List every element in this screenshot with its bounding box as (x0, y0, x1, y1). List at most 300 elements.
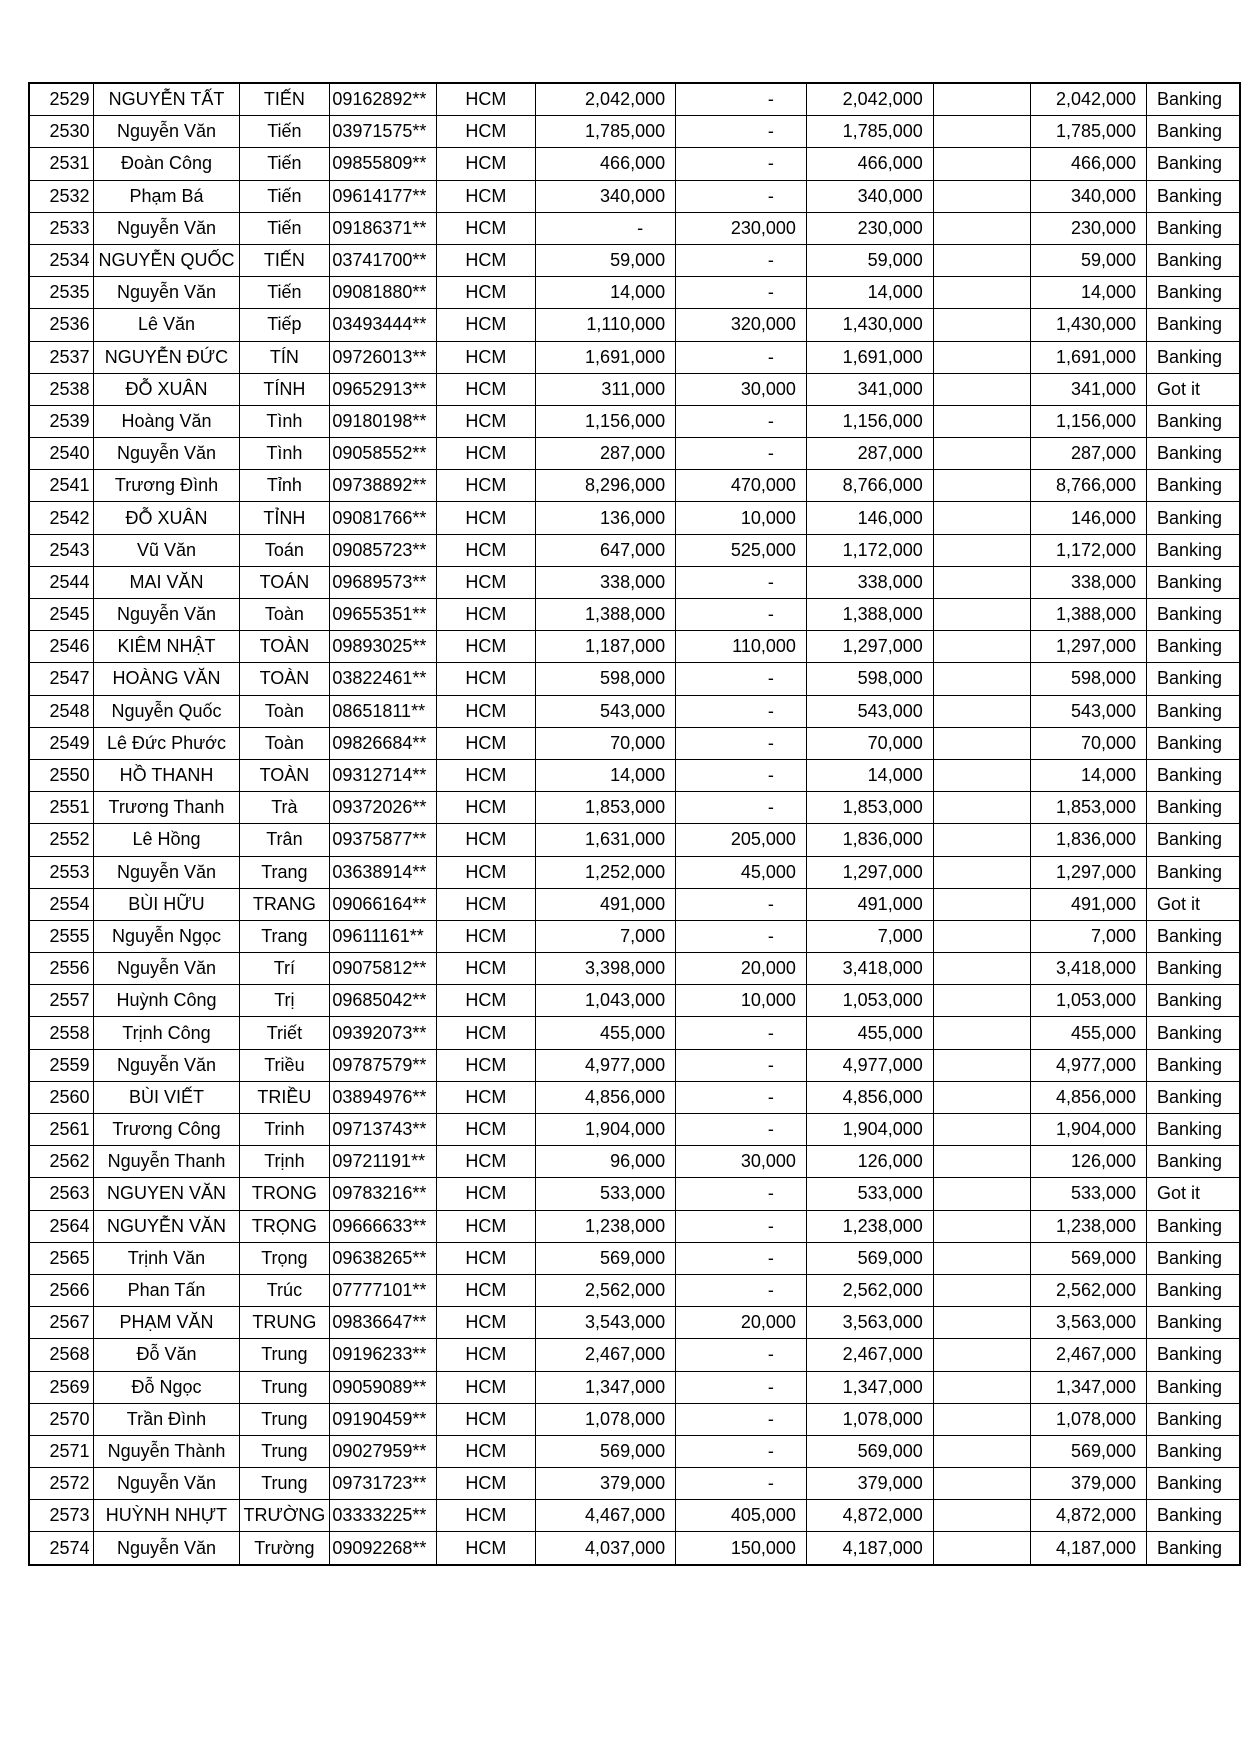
amount-2-cell: - (676, 180, 807, 212)
amount-paid-cell: 3,563,000 (1031, 1307, 1147, 1339)
blank-cell-cell (933, 244, 1031, 276)
given-name-cell: TRƯỜNG (239, 1500, 330, 1532)
given-name-cell: TOÀN (239, 663, 330, 695)
phone-masked-cell: 09196233** (330, 1339, 437, 1371)
phone-masked-cell: 09666633** (330, 1210, 437, 1242)
amount-paid-cell: 70,000 (1031, 727, 1147, 759)
payment-method-cell: Got it (1147, 888, 1240, 920)
city-cell: HCM (437, 663, 535, 695)
amount-paid-cell: 491,000 (1031, 888, 1147, 920)
amount-2-cell: - (676, 244, 807, 276)
table-row (29, 1435, 1240, 1467)
amount-1-cell: 59,000 (535, 244, 676, 276)
amount-paid-cell: 543,000 (1031, 695, 1147, 727)
payment-method-cell: Banking (1147, 953, 1240, 985)
row-number-cell: 2531 (29, 148, 94, 180)
blank-cell-cell (933, 1114, 1031, 1146)
last-middle-name-cell: NGUYỄN TẤT (94, 83, 239, 116)
amount-1-cell: 1,691,000 (535, 341, 676, 373)
city-cell: HCM (437, 1178, 535, 1210)
payment-method-cell: Banking (1147, 1017, 1240, 1049)
city-cell: HCM (437, 1532, 535, 1565)
table-row (29, 180, 1240, 212)
payment-method-cell: Banking (1147, 824, 1240, 856)
given-name-cell: Trinh (239, 1114, 330, 1146)
blank-cell-cell (933, 1242, 1031, 1274)
amount-1-cell: 1,853,000 (535, 792, 676, 824)
amount-paid-cell: 1,388,000 (1031, 599, 1147, 631)
row-number-cell: 2553 (29, 856, 94, 888)
table-row (29, 1532, 1240, 1565)
city-cell: HCM (437, 1146, 535, 1178)
payment-method-cell: Banking (1147, 180, 1240, 212)
city-cell: HCM (437, 1114, 535, 1146)
city-cell: HCM (437, 244, 535, 276)
payment-method-cell: Banking (1147, 759, 1240, 791)
row-number-cell: 2565 (29, 1242, 94, 1274)
amount-2-cell: 10,000 (676, 502, 807, 534)
amount-paid-cell: 8,766,000 (1031, 470, 1147, 502)
amount-paid-cell: 4,187,000 (1031, 1532, 1147, 1565)
phone-masked-cell: 09180198** (330, 405, 437, 437)
amount-paid-cell: 2,562,000 (1031, 1274, 1147, 1306)
blank-cell-cell (933, 116, 1031, 148)
last-middle-name-cell: NGUYỄN VĂN (94, 1210, 239, 1242)
last-middle-name-cell: Lê Đức Phước (94, 727, 239, 759)
given-name-cell: Tiếp (239, 309, 330, 341)
table-row (29, 631, 1240, 663)
phone-masked-cell: 09075812** (330, 953, 437, 985)
city-cell: HCM (437, 1468, 535, 1500)
phone-masked-cell: 09783216** (330, 1178, 437, 1210)
blank-cell-cell (933, 1468, 1031, 1500)
last-middle-name-cell: HOÀNG VĂN (94, 663, 239, 695)
city-cell: HCM (437, 759, 535, 791)
blank-cell-cell (933, 1146, 1031, 1178)
given-name-cell: Trúc (239, 1274, 330, 1306)
amount-2-cell: - (676, 566, 807, 598)
phone-masked-cell: 09787579** (330, 1049, 437, 1081)
amount-total-cell: 569,000 (806, 1435, 933, 1467)
given-name-cell: TOÀN (239, 759, 330, 791)
payment-method-cell: Banking (1147, 727, 1240, 759)
blank-cell-cell (933, 920, 1031, 952)
amount-paid-cell: 533,000 (1031, 1178, 1147, 1210)
table-row (29, 727, 1240, 759)
amount-total-cell: 2,467,000 (806, 1339, 933, 1371)
blank-cell-cell (933, 1274, 1031, 1306)
last-middle-name-cell: Nguyễn Văn (94, 212, 239, 244)
city-cell: HCM (437, 953, 535, 985)
amount-2-cell: - (676, 1081, 807, 1113)
phone-masked-cell: 09713743** (330, 1114, 437, 1146)
amount-paid-cell: 1,430,000 (1031, 309, 1147, 341)
row-number-cell: 2566 (29, 1274, 94, 1306)
table-row (29, 1210, 1240, 1242)
phone-masked-cell: 03493444** (330, 309, 437, 341)
city-cell: HCM (437, 470, 535, 502)
blank-cell-cell (933, 470, 1031, 502)
given-name-cell: TRUNG (239, 1307, 330, 1339)
last-middle-name-cell: ĐỖ XUÂN (94, 373, 239, 405)
blank-cell-cell (933, 277, 1031, 309)
row-number-cell: 2530 (29, 116, 94, 148)
given-name-cell: TRỌNG (239, 1210, 330, 1242)
payment-method-cell: Banking (1147, 1146, 1240, 1178)
table-row (29, 148, 1240, 180)
amount-paid-cell: 126,000 (1031, 1146, 1147, 1178)
amount-total-cell: 287,000 (806, 438, 933, 470)
amount-paid-cell: 1,853,000 (1031, 792, 1147, 824)
last-middle-name-cell: NGUYỄN ĐỨC (94, 341, 239, 373)
row-number-cell: 2567 (29, 1307, 94, 1339)
last-middle-name-cell: Nguyễn Văn (94, 953, 239, 985)
last-middle-name-cell: MAI VĂN (94, 566, 239, 598)
amount-total-cell: 3,418,000 (806, 953, 933, 985)
blank-cell-cell (933, 566, 1031, 598)
city-cell: HCM (437, 148, 535, 180)
given-name-cell: Toán (239, 534, 330, 566)
row-number-cell: 2552 (29, 824, 94, 856)
table-row (29, 1242, 1240, 1274)
table-row (29, 244, 1240, 276)
payment-table (28, 82, 1241, 1566)
city-cell: HCM (437, 1339, 535, 1371)
amount-paid-cell: 1,904,000 (1031, 1114, 1147, 1146)
amount-paid-cell: 4,856,000 (1031, 1081, 1147, 1113)
table-row (29, 985, 1240, 1017)
amount-total-cell: 3,563,000 (806, 1307, 933, 1339)
row-number-cell: 2544 (29, 566, 94, 598)
last-middle-name-cell: Nguyễn Thành (94, 1435, 239, 1467)
amount-paid-cell: 1,347,000 (1031, 1371, 1147, 1403)
row-number-cell: 2555 (29, 920, 94, 952)
phone-masked-cell: 09092268** (330, 1532, 437, 1565)
table-row (29, 470, 1240, 502)
amount-total-cell: 466,000 (806, 148, 933, 180)
amount-2-cell: - (676, 1339, 807, 1371)
given-name-cell: Triết (239, 1017, 330, 1049)
last-middle-name-cell: Nguyễn Văn (94, 116, 239, 148)
phone-masked-cell: 09611161** (330, 920, 437, 952)
amount-2-cell: - (676, 599, 807, 631)
row-number-cell: 2560 (29, 1081, 94, 1113)
amount-2-cell: 30,000 (676, 373, 807, 405)
given-name-cell: Toàn (239, 695, 330, 727)
phone-masked-cell: 09855809** (330, 148, 437, 180)
amount-2-cell: 20,000 (676, 953, 807, 985)
table-row (29, 1371, 1240, 1403)
row-number-cell: 2548 (29, 695, 94, 727)
phone-masked-cell: 09655351** (330, 599, 437, 631)
last-middle-name-cell: NGUYỄN QUỐC (94, 244, 239, 276)
amount-paid-cell: 1,238,000 (1031, 1210, 1147, 1242)
table-row (29, 1017, 1240, 1049)
row-number-cell: 2573 (29, 1500, 94, 1532)
amount-total-cell: 2,042,000 (806, 83, 933, 116)
amount-paid-cell: 287,000 (1031, 438, 1147, 470)
city-cell: HCM (437, 502, 535, 534)
amount-paid-cell: 1,078,000 (1031, 1403, 1147, 1435)
amount-paid-cell: 466,000 (1031, 148, 1147, 180)
last-middle-name-cell: BÙI HỮU (94, 888, 239, 920)
table-row (29, 309, 1240, 341)
amount-2-cell: - (676, 1403, 807, 1435)
city-cell: HCM (437, 212, 535, 244)
phone-masked-cell: 03822461** (330, 663, 437, 695)
given-name-cell: TIẾN (239, 83, 330, 116)
amount-total-cell: 1,297,000 (806, 856, 933, 888)
phone-masked-cell: 09392073** (330, 1017, 437, 1049)
amount-paid-cell: 569,000 (1031, 1435, 1147, 1467)
payment-method-cell: Banking (1147, 1435, 1240, 1467)
phone-masked-cell: 03638914** (330, 856, 437, 888)
amount-1-cell: 1,347,000 (535, 1371, 676, 1403)
table-row (29, 759, 1240, 791)
row-number-cell: 2558 (29, 1017, 94, 1049)
payment-method-cell: Banking (1147, 1274, 1240, 1306)
amount-1-cell: 70,000 (535, 727, 676, 759)
row-number-cell: 2543 (29, 534, 94, 566)
amount-1-cell: 1,238,000 (535, 1210, 676, 1242)
amount-paid-cell: 230,000 (1031, 212, 1147, 244)
last-middle-name-cell: Nguyễn Văn (94, 1468, 239, 1500)
phone-masked-cell: 09731723** (330, 1468, 437, 1500)
amount-total-cell: 4,872,000 (806, 1500, 933, 1532)
table-row (29, 502, 1240, 534)
amount-2-cell: 110,000 (676, 631, 807, 663)
city-cell: HCM (437, 116, 535, 148)
payment-method-cell: Banking (1147, 1242, 1240, 1274)
amount-paid-cell: 3,418,000 (1031, 953, 1147, 985)
given-name-cell: Trịnh (239, 1146, 330, 1178)
table-row (29, 277, 1240, 309)
phone-masked-cell: 09652913** (330, 373, 437, 405)
last-middle-name-cell: Nguyễn Văn (94, 599, 239, 631)
payment-method-cell: Banking (1147, 309, 1240, 341)
blank-cell-cell (933, 148, 1031, 180)
given-name-cell: Tình (239, 405, 330, 437)
given-name-cell: TOÀN (239, 631, 330, 663)
table-row (29, 695, 1240, 727)
given-name-cell: TIẾN (239, 244, 330, 276)
last-middle-name-cell: Lê Hồng (94, 824, 239, 856)
amount-1-cell: 4,467,000 (535, 1500, 676, 1532)
amount-1-cell: 338,000 (535, 566, 676, 598)
amount-1-cell: 1,043,000 (535, 985, 676, 1017)
last-middle-name-cell: Nguyễn Văn (94, 277, 239, 309)
payment-method-cell: Banking (1147, 792, 1240, 824)
phone-masked-cell: 09893025** (330, 631, 437, 663)
given-name-cell: Trang (239, 920, 330, 952)
table-row (29, 341, 1240, 373)
amount-total-cell: 70,000 (806, 727, 933, 759)
phone-masked-cell: 09726013** (330, 341, 437, 373)
last-middle-name-cell: Nguyễn Văn (94, 438, 239, 470)
amount-total-cell: 2,562,000 (806, 1274, 933, 1306)
amount-2-cell: - (676, 792, 807, 824)
last-middle-name-cell: Phan Tấn (94, 1274, 239, 1306)
amount-2-cell: - (676, 1114, 807, 1146)
last-middle-name-cell: Nguyễn Văn (94, 1049, 239, 1081)
amount-2-cell: - (676, 277, 807, 309)
given-name-cell: Trung (239, 1435, 330, 1467)
amount-paid-cell: 1,691,000 (1031, 341, 1147, 373)
last-middle-name-cell: Nguyễn Thanh (94, 1146, 239, 1178)
phone-masked-cell: 09162892** (330, 83, 437, 116)
phone-masked-cell: 09085723** (330, 534, 437, 566)
amount-total-cell: 4,187,000 (806, 1532, 933, 1565)
blank-cell-cell (933, 373, 1031, 405)
phone-masked-cell: 09066164** (330, 888, 437, 920)
blank-cell-cell (933, 631, 1031, 663)
payment-method-cell: Banking (1147, 1339, 1240, 1371)
table-row (29, 212, 1240, 244)
amount-total-cell: 14,000 (806, 277, 933, 309)
given-name-cell: Trường (239, 1532, 330, 1565)
amount-2-cell: - (676, 1210, 807, 1242)
city-cell: HCM (437, 599, 535, 631)
amount-1-cell: 466,000 (535, 148, 676, 180)
given-name-cell: Tiến (239, 277, 330, 309)
amount-paid-cell: 569,000 (1031, 1242, 1147, 1274)
row-number-cell: 2536 (29, 309, 94, 341)
given-name-cell: Trung (239, 1468, 330, 1500)
blank-cell-cell (933, 309, 1031, 341)
table-row (29, 1500, 1240, 1532)
amount-1-cell: 8,296,000 (535, 470, 676, 502)
amount-total-cell: 1,853,000 (806, 792, 933, 824)
blank-cell-cell (933, 1500, 1031, 1532)
row-number-cell: 2533 (29, 212, 94, 244)
amount-total-cell: 543,000 (806, 695, 933, 727)
amount-2-cell: 230,000 (676, 212, 807, 244)
amount-paid-cell: 341,000 (1031, 373, 1147, 405)
last-middle-name-cell: NGUYEN VĂN (94, 1178, 239, 1210)
amount-1-cell: 14,000 (535, 759, 676, 791)
amount-total-cell: 1,078,000 (806, 1403, 933, 1435)
given-name-cell: Tiến (239, 212, 330, 244)
given-name-cell: Toàn (239, 727, 330, 759)
given-name-cell: TỈNH (239, 502, 330, 534)
amount-total-cell: 1,430,000 (806, 309, 933, 341)
blank-cell-cell (933, 1532, 1031, 1565)
amount-2-cell: 150,000 (676, 1532, 807, 1565)
amount-2-cell: - (676, 148, 807, 180)
amount-total-cell: 4,856,000 (806, 1081, 933, 1113)
amount-total-cell: 1,388,000 (806, 599, 933, 631)
amount-1-cell: 14,000 (535, 277, 676, 309)
city-cell: HCM (437, 695, 535, 727)
blank-cell-cell (933, 856, 1031, 888)
amount-1-cell: 2,562,000 (535, 1274, 676, 1306)
amount-paid-cell: 146,000 (1031, 502, 1147, 534)
payment-method-cell: Banking (1147, 341, 1240, 373)
city-cell: HCM (437, 1274, 535, 1306)
amount-1-cell: - (535, 212, 676, 244)
row-number-cell: 2561 (29, 1114, 94, 1146)
amount-total-cell: 338,000 (806, 566, 933, 598)
table-row (29, 1307, 1240, 1339)
amount-2-cell: - (676, 888, 807, 920)
amount-total-cell: 569,000 (806, 1242, 933, 1274)
row-number-cell: 2554 (29, 888, 94, 920)
phone-masked-cell: 09081766** (330, 502, 437, 534)
amount-2-cell: - (676, 438, 807, 470)
row-number-cell: 2545 (29, 599, 94, 631)
amount-total-cell: 1,836,000 (806, 824, 933, 856)
amount-paid-cell: 4,977,000 (1031, 1049, 1147, 1081)
amount-1-cell: 1,785,000 (535, 116, 676, 148)
last-middle-name-cell: BÙI VIẾT (94, 1081, 239, 1113)
blank-cell-cell (933, 1210, 1031, 1242)
payment-method-cell: Banking (1147, 212, 1240, 244)
phone-masked-cell: 07777101** (330, 1274, 437, 1306)
row-number-cell: 2550 (29, 759, 94, 791)
blank-cell-cell (933, 888, 1031, 920)
given-name-cell: TRONG (239, 1178, 330, 1210)
table-row (29, 953, 1240, 985)
row-number-cell: 2570 (29, 1403, 94, 1435)
row-number-cell: 2546 (29, 631, 94, 663)
payment-method-cell: Banking (1147, 1114, 1240, 1146)
amount-2-cell: - (676, 920, 807, 952)
last-middle-name-cell: Trương Công (94, 1114, 239, 1146)
amount-1-cell: 491,000 (535, 888, 676, 920)
table-row (29, 1081, 1240, 1113)
amount-1-cell: 136,000 (535, 502, 676, 534)
city-cell: HCM (437, 534, 535, 566)
payment-method-cell: Banking (1147, 1307, 1240, 1339)
given-name-cell: Tiến (239, 116, 330, 148)
amount-1-cell: 287,000 (535, 438, 676, 470)
payment-method-cell: Banking (1147, 1081, 1240, 1113)
amount-total-cell: 598,000 (806, 663, 933, 695)
table-row (29, 1468, 1240, 1500)
payment-method-cell: Banking (1147, 1532, 1240, 1565)
city-cell: HCM (437, 277, 535, 309)
phone-masked-cell: 09058552** (330, 438, 437, 470)
last-middle-name-cell: Trần Đình (94, 1403, 239, 1435)
city-cell: HCM (437, 566, 535, 598)
payment-method-cell: Banking (1147, 1500, 1240, 1532)
table-row (29, 116, 1240, 148)
given-name-cell: Toàn (239, 599, 330, 631)
amount-1-cell: 1,110,000 (535, 309, 676, 341)
given-name-cell: Tỉnh (239, 470, 330, 502)
last-middle-name-cell: Đỗ Ngọc (94, 1371, 239, 1403)
amount-1-cell: 569,000 (535, 1242, 676, 1274)
blank-cell-cell (933, 534, 1031, 566)
amount-2-cell: 405,000 (676, 1500, 807, 1532)
amount-total-cell: 146,000 (806, 502, 933, 534)
amount-2-cell: - (676, 1178, 807, 1210)
last-middle-name-cell: Nguyễn Ngọc (94, 920, 239, 952)
phone-masked-cell: 09027959** (330, 1435, 437, 1467)
table-row (29, 792, 1240, 824)
amount-paid-cell: 59,000 (1031, 244, 1147, 276)
city-cell: HCM (437, 1017, 535, 1049)
amount-2-cell: - (676, 1435, 807, 1467)
amount-1-cell: 1,156,000 (535, 405, 676, 437)
last-middle-name-cell: ĐỖ XUÂN (94, 502, 239, 534)
amount-2-cell: - (676, 1049, 807, 1081)
amount-paid-cell: 2,042,000 (1031, 83, 1147, 116)
amount-2-cell: - (676, 1371, 807, 1403)
blank-cell-cell (933, 1081, 1031, 1113)
row-number-cell: 2532 (29, 180, 94, 212)
amount-total-cell: 1,347,000 (806, 1371, 933, 1403)
